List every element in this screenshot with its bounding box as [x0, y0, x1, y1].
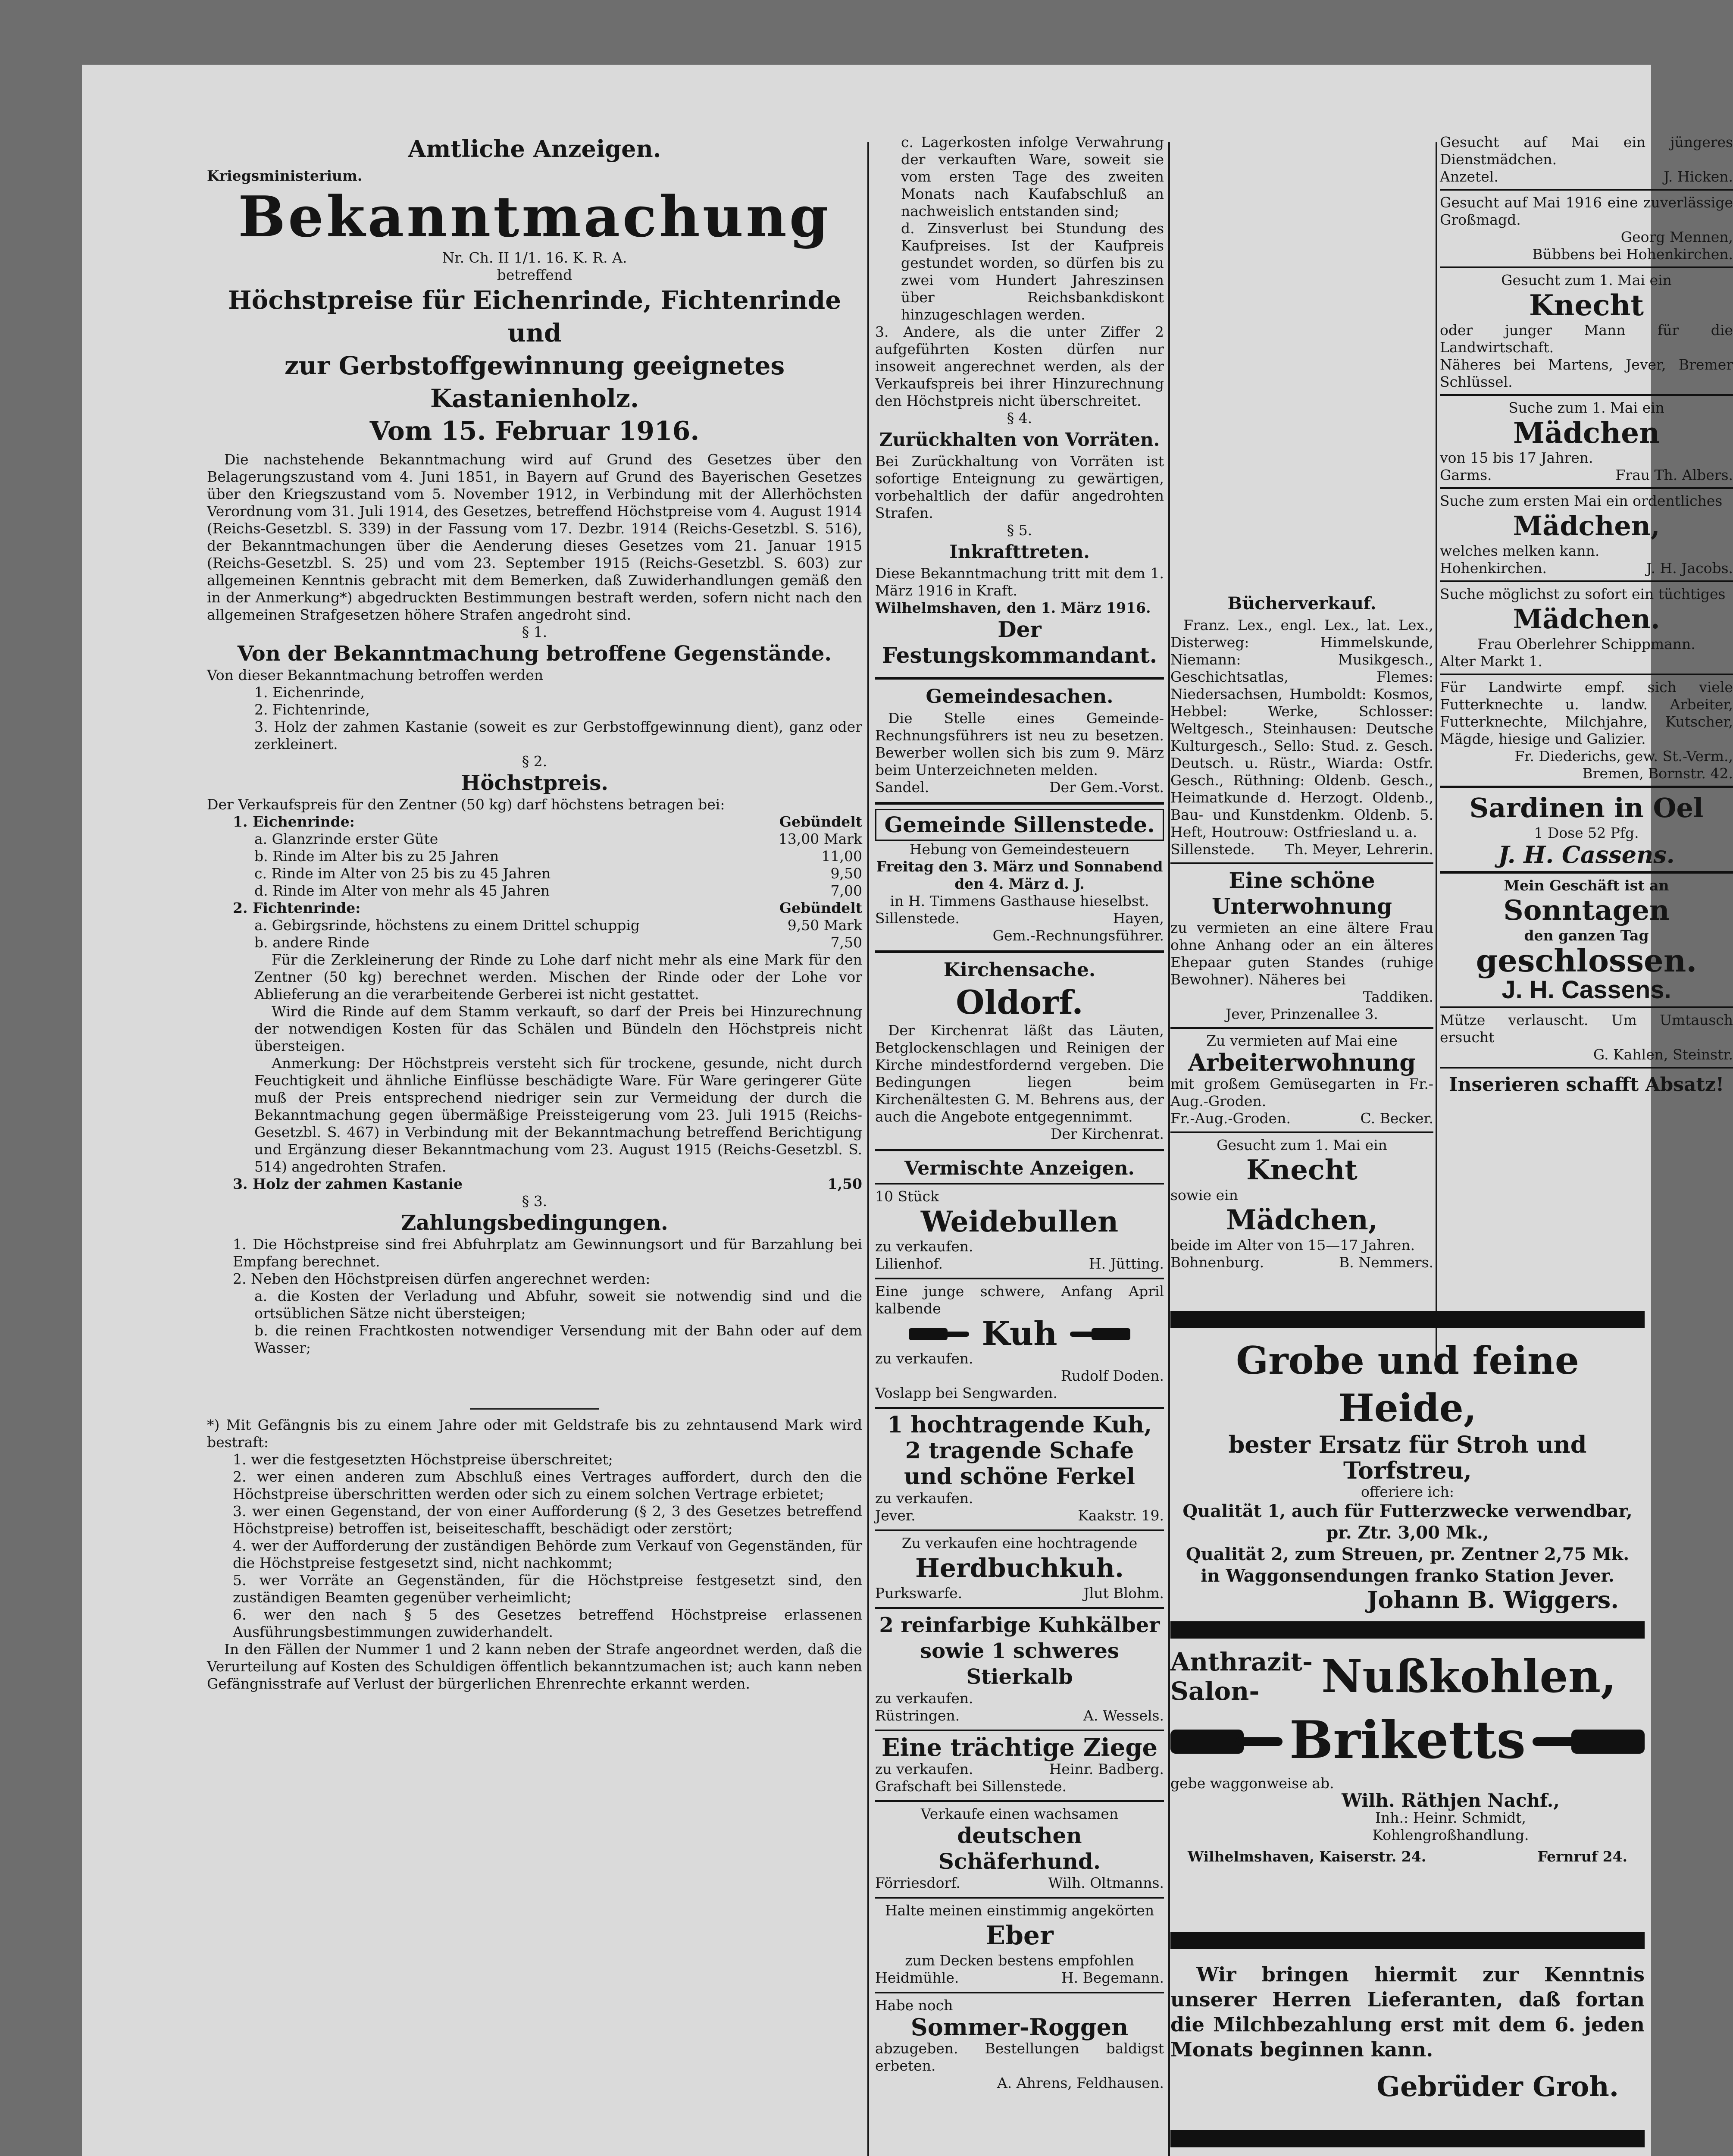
- pointing-hand-icon: [1170, 1721, 1283, 1760]
- paragraph-4-heading: Zurückhalten von Vorräten.: [879, 429, 1160, 450]
- ad-text: in Waggonsendungen franko Station Jever.: [1201, 1566, 1614, 1586]
- ad-text: 10 Stück: [875, 1188, 939, 1205]
- ad-text: Salon-: [1170, 1677, 1260, 1706]
- ad-signature: Bübbens bei Hohenkirchen.: [1532, 246, 1733, 263]
- note-text: Wird die Rinde auf dem Stamm verkauft, so darf der Preis bei Hinzurechnung der notwendigen Kosten für das Schälen und Bündeln den Höchstpreis nicht übersteigen.: [254, 1003, 862, 1054]
- ad-text: zu verkaufen.: [875, 1238, 973, 1255]
- ad-text: Suche zum 1. Mai ein: [1508, 399, 1664, 416]
- coal-ad: [1170, 1647, 1645, 1865]
- ad-heading: Eber: [985, 1921, 1054, 1951]
- newspaper-page: [82, 65, 1733, 2156]
- ad-heading: Weidebullen: [920, 1205, 1119, 1238]
- heide-ad: [1170, 1337, 1645, 1613]
- ad-signature: Jever. Kaakstr. 19.: [875, 1507, 1164, 1524]
- footnote-item: 3. wer einen Gegenstand, der von einer Aufforderung (§ 2, 3 des Gesetzes betreffend Höchstpreise) betroffen ist, beiseiteschafft, beschädigt oder zerstört;: [233, 1503, 862, 1537]
- place-date: Wilhelmshaven, den 1. März 1916.: [875, 599, 1151, 616]
- ad-text: oder junger Mann für die Landwirtschaft.: [1440, 322, 1733, 356]
- ad-signature: Johann B. Wiggers.: [1367, 1586, 1619, 1614]
- ad-text: beide im Alter von 15—17 Jahren.: [1170, 1237, 1415, 1253]
- ad-signature: Sillenstede. Th. Meyer, Lehrerin.: [1170, 841, 1433, 858]
- ad-signature: Sillenstede. Hayen,: [875, 910, 1164, 927]
- ad-heading: deutschen Schäferhund.: [938, 1823, 1101, 1874]
- list-item: 3. Holz der zahmen Kastanie (soweit es zur Gerbstoffgewinnung dient), ganz oder zerkleinert.: [254, 718, 862, 752]
- ad-text: Näheres bei Martens, Jever, Bremer Schlüssel.: [1440, 356, 1733, 390]
- ad-text: Habe noch: [875, 1997, 953, 2014]
- note-text: Für die Zerkleinerung der Rinde zu Lohe darf nicht mehr als eine Mark für den Zentner (50 kg) berechnet werden. Mischen der Rinde oder der Lohe vor Ablieferung an die verarbeitende Gerberei ist nicht gestattet.: [254, 951, 862, 1003]
- ad-text: Halte meinen einstimmig angekörten: [885, 1902, 1154, 1919]
- paragraph-3-heading: Zahlungsbedingungen.: [401, 1211, 668, 1235]
- ad-text: Qualität 1, auch für Futterzwecke verwendbar, pr. Ztr. 3,00 Mk.,: [1182, 1501, 1633, 1543]
- note-text: Anmerkung: Der Höchstpreis versteht sich für trockene, gesunde, nicht durch Feuchtigkeit und ähnliche Einflüsse beschädigte Ware. Für Ware geringerer Güte muß der Preis entsprechend niedriger sein zur Vermeidung der durch die Bekanntmachung gegen übermäßige Preissteigerung vom 23. Juli 1915 (Reichs-Gesetzbl. S. 467) in Verbindung mit der Bekanntmachung betreffend Berichtigung und Ergänzung dieser Bekanntmachung vom 23. August 1915 (Reichs-Gesetzbl. S. 514) angedrohten Strafen.: [254, 1055, 862, 1175]
- ad-signature: Rüstringen. A. Wessels.: [875, 1707, 1164, 1724]
- ad-border: [1170, 1932, 1645, 1949]
- ad-border: [1170, 2130, 1645, 2147]
- ad-text: Der Kirchenrat läßt das Läuten, Betglockenschlagen und Reinigen der Kirche mindestfordernd vergeben. Die Bedingungen liegen beim Kirchenältesten G. M. Behrens aus, der auch die Angebote entgegennimmt.: [875, 1022, 1164, 1125]
- ad-signature: Garms. Frau Th. Albers.: [1440, 467, 1733, 483]
- ad-signature: Rudolf Doden.: [1060, 1367, 1164, 1384]
- ad-heading: Inserieren schafft Absatz!: [1448, 1074, 1724, 1096]
- paragraph-5-heading: Inkrafttreten.: [949, 541, 1090, 562]
- ad-text: Anthrazit-: [1170, 1647, 1313, 1677]
- ad-text: Hebung von Gemeindesteuern: [909, 841, 1130, 858]
- ad-signature: G. Kahlen, Steinstr.: [1593, 1046, 1733, 1063]
- ad-text: Mütze verlauscht. Um Umtausch ersucht: [1440, 1012, 1733, 1046]
- ad-text: offeriere ich:: [1361, 1483, 1454, 1500]
- list-item: a. die Kosten der Verladung und Abfuhr, soweit sie notwendig sind und die ortsüblichen Sätze nicht übersteigen;: [254, 1288, 862, 1322]
- footnote-item: 4. wer der Aufforderung der zuständigen Behörde zum Verkauf von Gegenständen, für die Höchstpreise festgesetzt sind, nicht nachkommt;: [233, 1537, 862, 1571]
- footnote-item: 5. wer Vorräte an Gegenständen, für die Höchstpreise festgesetzt sind, den zuständigen Beamten gegenüber verheimlicht;: [233, 1572, 862, 1606]
- ad-text: Für Landwirte empf. sich viele Futterknechte u. landw. Arbeiter, Futterknechte, Milchjahre, Kutscher, Mägde, hiesige und Galizier.: [1440, 679, 1733, 747]
- ad-text: 1 Dose 52 Pfg.: [1534, 824, 1639, 841]
- ad-heading: Arbeiterwohnung: [1188, 1049, 1416, 1076]
- paragraph-3: § 3.: [522, 1193, 547, 1210]
- paragraph-2-text: Der Verkaufspreis für den Zentner (50 kg) darf höchstens betragen bei:: [207, 796, 725, 813]
- list-item: 2. Neben den Höchstpreisen dürfen angerechnet werden:: [233, 1270, 651, 1287]
- ad-text: Suche möglichst zu sofort ein tüchtiges: [1440, 586, 1726, 602]
- ad-heading: Herdbuchkuh.: [915, 1553, 1124, 1583]
- ad-text: Qualität 2, zum Streuen, pr. Zentner 2,75 Mk.: [1186, 1544, 1630, 1564]
- paragraph-1: § 1.: [522, 624, 547, 640]
- column-ads-right: [1440, 134, 1733, 1350]
- ad-signature: Der Kirchenrat.: [1051, 1125, 1164, 1142]
- section-heading: Vermischte Anzeigen.: [904, 1157, 1135, 1179]
- ad-heading: Kirchensache.: [943, 959, 1096, 981]
- ad-heading: Briketts: [1289, 1710, 1526, 1771]
- column-rule: [867, 142, 869, 2156]
- ad-heading: Grobe und feine Heide,: [1236, 1338, 1579, 1430]
- ad-text: Wir bringen hiermit zur Kenntnis unserer Herren Lieferanten, daß fortan die Milchbezahlung erst mit dem 6. jeden Monats beginnen kann.: [1170, 1963, 1645, 2061]
- ad-text: von 15 bis 17 Jahren.: [1440, 449, 1593, 466]
- ad-signature: Sandel. Der Gem.-Vorst.: [875, 779, 1164, 796]
- ad-signature: Taddiken.: [1363, 988, 1433, 1005]
- price-row: d. Rinde im Alter von mehr als 45 Jahren 7,00: [254, 882, 862, 899]
- list-item: 1. Eichenrinde,: [254, 684, 365, 701]
- ad-text: Mein Geschäft ist an: [1504, 877, 1669, 894]
- footnote-text: *) Mit Gefängnis bis zu einem Jahre oder mit Geldstrafe bis zu zehntausend Mark wird bestraft:: [207, 1416, 862, 1451]
- pointing-hand-icon: [1070, 1324, 1130, 1344]
- ad-text: mit großem Gemüsegarten in Fr.-Aug.-Groden.: [1170, 1075, 1433, 1109]
- ad-signature: zu verkaufen. Heinr. Badberg.: [875, 1761, 1164, 1777]
- ad-signature: Alter Markt 1.: [1440, 653, 1542, 670]
- ad-heading: Sonntagen: [1503, 894, 1670, 927]
- list-item: 2. Fichtenrinde,: [254, 701, 370, 718]
- ad-text: Zu verkaufen eine hochtragende: [901, 1535, 1138, 1551]
- ad-text: Gesucht zum 1. Mai ein: [1217, 1137, 1387, 1153]
- signature: Der Festungskommandant.: [882, 617, 1157, 668]
- paragraph-2: § 2.: [522, 753, 547, 770]
- ad-heading: Eine trächtige Ziege: [881, 1733, 1158, 1762]
- ad-text: Eine junge schwere, Anfang April kalbende: [875, 1283, 1164, 1317]
- ad-heading: sowie 1 schweres Stierkalb: [920, 1639, 1119, 1689]
- ad-signature: Bohnenburg. B. Nemmers.: [1170, 1254, 1433, 1271]
- list-item: c. Lagerkosten infolge Verwahrung der verkauften Ware, soweit sie vom ersten Tage des zweiten Monats nach Kaufabschluß an nachweislich entstanden sind;: [901, 134, 1164, 219]
- ad-border: [1170, 1311, 1645, 1328]
- column-ads-books: [1170, 591, 1433, 1289]
- footnote-item: 6. wer den nach § 5 des Gesetzes betreffend Höchstpreise erlassenen Ausführungsbestimmungen zuwiderhandelt.: [233, 1606, 862, 1640]
- pointing-hand-icon: [1533, 1721, 1645, 1760]
- list-item: b. die reinen Frachtkosten notwendiger Versendung mit der Bahn oder auf dem Wasser;: [254, 1322, 862, 1356]
- ad-text: Gesucht zum 1. Mai ein: [1501, 272, 1672, 288]
- ad-text: Gesucht auf Mai ein jüngeres Dienstmädchen.: [1440, 134, 1733, 168]
- column-official-notice: [207, 134, 862, 2156]
- ad-text: zum Decken bestens empfohlen: [905, 1952, 1134, 1969]
- ad-signature: Georg Mennen,: [1620, 229, 1733, 245]
- paragraph-5: § 5.: [1007, 522, 1032, 539]
- ad-text: gebe waggonweise ab.: [1170, 1775, 1334, 1792]
- ad-heading: 2 tragende Schafe: [905, 1438, 1134, 1464]
- ad-heading-row: [875, 1314, 1164, 1353]
- footnote-text: In den Fällen der Nummer 1 und 2 kann neben der Strafe angeordnet werden, daß die Verurteilung auf Kosten des Schuldigen öffentlich bekanntzumachen ist; auch kann neben Gefängnisstrafe auf Verlust der bürgerlichen Ehrenrechte erkannt werden.: [207, 1641, 862, 1692]
- price-row: 3. Holz der zahmen Kastanie 1,50: [233, 1175, 862, 1192]
- ad-heading: Eine schöne Unterwohnung: [1212, 868, 1392, 919]
- ad-heading: bester Ersatz für Stroh und Torfstreu,: [1228, 1431, 1587, 1484]
- paragraph-5-text: Diese Bekanntmachung tritt mit dem 1. März 1916 in Kraft.: [875, 565, 1164, 599]
- footnote-item: 2. wer einen anderen zum Abschluß eines Vertrages auffordert, durch den die Höchstpreise überschritten werden oder sich zu einem solchen Vertrage erbietet;: [233, 1468, 862, 1502]
- groh-ad: [1170, 1962, 1645, 2103]
- section-heading: Amtliche Anzeigen.: [408, 135, 661, 163]
- list-item: d. Zinsverlust bei Stundung des Kaufpreises. Ist der Kaufpreis gestundet worden, so dürfen bis zu zwei vom Hundert Jahreszinsen über Reichsbankdiskont hinzugeschlagen werden.: [901, 220, 1164, 323]
- ad-signature: Wilhelmshaven, Kaiserstr. 24. Fernruf 24.: [1188, 1848, 1627, 1865]
- ad-heading: Mädchen.: [1513, 603, 1660, 635]
- ad-signature: Grafschaft bei Sillenstede.: [875, 1778, 1067, 1795]
- ad-signature: Hohenkirchen. J. H. Jacobs.: [1440, 560, 1733, 577]
- notice-subtitle-2: zur Gerbstoffgewinnung geeignetes Kastanienholz.: [284, 351, 785, 413]
- ad-signature: Wilh. Räthjen Nachf.,: [1342, 1790, 1560, 1811]
- ad-signature: Heidmühle. H. Begemann.: [875, 1969, 1164, 1986]
- ad-heading: Sommer-Roggen: [910, 2013, 1129, 2041]
- ad-text: Zu vermieten auf Mai eine: [1206, 1032, 1398, 1049]
- ad-text: abzugeben. Bestellungen baldigst erbeten.: [875, 2040, 1164, 2074]
- ad-signature: Jever, Prinzenallee 3.: [1226, 1006, 1378, 1022]
- ad-heading: Kuh: [982, 1314, 1057, 1353]
- paragraph-4-text: Bei Zurückhaltung von Vorräten ist sofortige Enteignung zu gewärtigen, vorbehaltlich der dafür angedrohten Strafen.: [875, 453, 1164, 521]
- ad-signature: Bremen, Bornstr. 42.: [1582, 765, 1733, 782]
- ad-text: Suche zum ersten Mai ein ordentliches: [1440, 492, 1723, 509]
- list-item: 1. Die Höchstpreise sind frei Abfuhrplatz am Gewinnungsort und für Barzahlung bei Empfang berechnet.: [233, 1236, 862, 1270]
- notice-intro: Die nachstehende Bekanntmachung wird auf Grund des Gesetzes über den Belagerungszustand vom 4. Juni 1851, in Bayern auf Grund des Bayerischen Gesetzes über den Kriegszustand vom 5. November 1912, in Verbindung mit der Allerhöchsten Verordnung vom 31. Juli 1914, des Gesetzes, betreffend Höchstpreise vom 4. August 1914 (Reichs-Gesetzbl. S. 339) in der Fassung vom 17. Dezbr. 1914 (Reichs-Gesetzbl. S. 516), der Bekanntmachungen über die Aenderung dieses Gesetzes vom 21. Januar 1915 (Reichs-Gesetzbl. S. 25) und vom 23. September 1915 (Reichs-Gesetzbl. S. 603) zur allgemeinen Kenntnis gebracht mit dem Bemerken, daß Zuwiderhandlungen gemäß den in der Anmerkung*) abgedruckten Bestimmungen bestraft werden, sofern nicht nach den allgemeinen Strafgesetzen höhere Strafen angedroht sind.: [207, 451, 862, 623]
- ad-signature: Inh.: Heinr. Schmidt,: [1375, 1809, 1526, 1826]
- ad-heading: Gemeinde Sillenstede.: [875, 809, 1164, 841]
- paragraph-1-heading: Von der Bekanntmachung betroffene Gegenstände.: [237, 642, 832, 666]
- ad-heading: Gemeindesachen.: [926, 686, 1114, 708]
- paragraph-4: § 4.: [1007, 410, 1032, 426]
- ad-signature: J. H. Cassens.: [1498, 841, 1675, 868]
- ad-text: Franz. Lex., engl. Lex., lat. Lex., Disterweg: Himmelskunde, Niemann: Musikgesch., Geschichtsatlas, Flemes: Niedersachsen, Humboldt: Kosmos, Hebbel: Werke, Schlosser: Weltgesch., Steinhausen: Deutsche Kulturgesch., Sello: Stud. z. Gesch. Deutsch. u. Rüstr., Wiarda: Ostfr. Gesch., Rüthning: Oldenb. Gesch., Heimatkunde d. Herzogt. Oldenb., Bau- und Kunstdenkm. Oldenb. 5. Heft, Houtrouw: Ostfriesland u. a.: [1170, 617, 1433, 840]
- ad-heading: geschlossen.: [1476, 942, 1697, 979]
- ad-heading: Mädchen,: [1226, 1204, 1378, 1236]
- price-row: b. Rinde im Alter bis zu 25 Jahren 11,00: [254, 848, 862, 865]
- notice-subtitle-1: Höchstpreise für Eichenrinde, Fichtenrinde und: [228, 285, 841, 348]
- ad-signature: Gebrüder Groh.: [1376, 2071, 1619, 2103]
- list-item: 3. Andere, als die unter Ziffer 2 aufgeführten Kosten dürfen nur insoweit angerechnet werden, als der Verkaufspreis bei ihrer Hinzurechnung den Höchstpreis nicht überschreitet.: [875, 323, 1164, 409]
- ad-text: zu verkaufen.: [875, 1490, 973, 1507]
- ad-text: Die Stelle eines Gemeinde-Rechnungsführers ist neu zu besetzen. Bewerber wollen sich bis zum 9. März beim Unterzeichneten melden.: [875, 710, 1164, 778]
- price-row: 1. Eichenrinde: Gebündelt: [233, 813, 862, 830]
- column-rule: [1436, 142, 1437, 1363]
- ad-border: [1170, 1621, 1645, 1639]
- ad-text: den ganzen Tag: [1524, 927, 1649, 944]
- ad-heading: Mädchen,: [1513, 510, 1660, 542]
- notice-number: Nr. Ch. II 1/1. 16. K. R. A.: [442, 249, 627, 266]
- ad-text: sowie ein: [1170, 1187, 1238, 1203]
- ad-signature: Förriesdorf. Wilh. Oltmanns.: [875, 1874, 1164, 1891]
- ad-text: welches melken kann.: [1440, 542, 1600, 559]
- ad-heading: 1 hochtragende Kuh,: [887, 1412, 1152, 1438]
- ad-text: zu verkaufen.: [875, 1690, 973, 1707]
- price-row: 2. Fichtenrinde: Gebündelt: [233, 899, 862, 916]
- notice-date: Vom 15. Februar 1916.: [369, 416, 700, 446]
- notice-title: Bekanntmachung: [238, 184, 831, 250]
- ad-signature: Purkswarfe. Jlut Blohm.: [875, 1585, 1164, 1601]
- ad-heading: Oldorf.: [956, 983, 1083, 1022]
- ad-signature: Kohlengroßhandlung.: [1372, 1827, 1529, 1843]
- column-ads-middle: [875, 134, 1164, 2156]
- ad-heading: 2 reinfarbige Kuhkälber: [879, 1613, 1160, 1637]
- column-rule: [1168, 142, 1170, 2156]
- ministry-label: Kriegsministerium.: [207, 167, 363, 184]
- price-row: a. Gebirgsrinde, höchstens zu einem Drittel schuppig 9,50 Mark: [254, 917, 862, 934]
- ad-text: zu verkaufen.: [875, 1350, 973, 1367]
- ad-signature: J. H. Cassens.: [1502, 976, 1671, 1004]
- pointing-hand-icon: [909, 1324, 969, 1344]
- ad-text: in H. Timmens Gasthause hieselbst.: [890, 893, 1149, 909]
- footnote-item: 1. wer die festgesetzten Höchstpreise überschreitet;: [233, 1451, 613, 1468]
- notice-betreffend: betreffend: [497, 266, 572, 283]
- ad-signature: Lilienhof. H. Jütting.: [875, 1255, 1164, 1272]
- ad-signature: Fr. Diederichs, gew. St.-Verm.,: [1514, 748, 1733, 765]
- ad-heading: und schöne Ferkel: [904, 1463, 1135, 1490]
- ad-text: Freitag den 3. März und Sonnabend den 4. März d. J.: [876, 858, 1163, 892]
- ad-text: zu vermieten an eine ältere Frau ohne Anhang oder an ein älteres Ehepaar guten Standes (ruhige Bewohner). Näheres bei: [1170, 919, 1433, 988]
- ad-heading: Bücherverkauf.: [1227, 593, 1376, 614]
- ad-signature: Anzetel. J. Hicken.: [1440, 168, 1733, 185]
- paragraph-2-heading: Höchstpreis.: [460, 771, 609, 795]
- ad-text: Gesucht auf Mai 1916 eine zuverlässige Großmagd.: [1440, 194, 1733, 228]
- price-row: c. Rinde im Alter von 25 bis zu 45 Jahren 9,50: [254, 865, 862, 882]
- ad-signature: Frau Oberlehrer Schippmann.: [1477, 636, 1695, 652]
- ad-heading: Mädchen: [1513, 416, 1660, 450]
- ad-heading: Knecht: [1246, 1154, 1358, 1186]
- ad-signature: Gem.-Rechnungsführer.: [992, 927, 1164, 944]
- price-row: a. Glanzrinde erster Güte 13,00 Mark: [254, 830, 862, 847]
- paragraph-1-text: Von dieser Bekanntmachung betroffen werden: [207, 667, 544, 683]
- ad-signature: Voslapp bei Sengwarden.: [875, 1385, 1057, 1401]
- ad-heading: Nußkohlen,: [1321, 1650, 1617, 1703]
- ad-heading: Knecht: [1529, 288, 1644, 322]
- ad-signature: Fr.-Aug.-Groden. C. Becker.: [1170, 1110, 1433, 1127]
- ad-heading: Sardinen in Oel: [1469, 792, 1704, 824]
- ad-text: Verkaufe einen wachsamen: [920, 1805, 1119, 1822]
- price-row: b. andere Rinde 7,50: [254, 934, 862, 951]
- ad-signature: A. Ahrens, Feldhausen.: [997, 2075, 1164, 2091]
